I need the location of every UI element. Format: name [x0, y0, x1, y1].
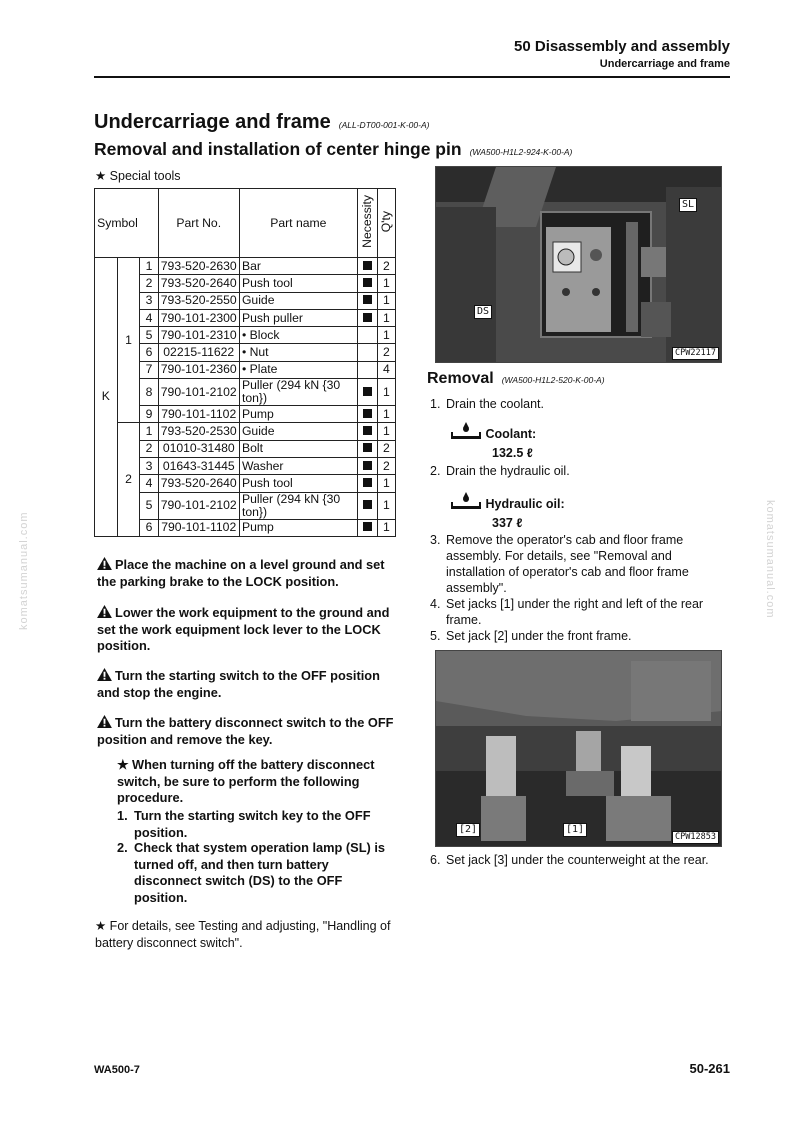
- part-number-cell: 01010-31480: [158, 440, 239, 457]
- necessity-label: Necessity: [359, 195, 374, 248]
- part-name-cell: Pump: [239, 406, 357, 423]
- callout-sl: SL: [679, 198, 697, 212]
- table-row: [95, 457, 396, 474]
- part-name-cell: • Nut: [239, 344, 357, 361]
- quantity-cell: 2: [377, 457, 395, 474]
- procedure-heading: [94, 139, 572, 160]
- part-number-cell: 793-520-2550: [158, 292, 239, 309]
- photo-jacks: [435, 650, 722, 847]
- drain-icon: [450, 492, 482, 512]
- step-number: 2.: [430, 464, 441, 478]
- photo-id: CPW22117: [672, 347, 719, 360]
- necessity-cell: [357, 440, 377, 457]
- part-name-cell: Push tool: [239, 275, 357, 292]
- callout-ds: DS: [474, 305, 492, 319]
- necessity-mark-icon: [363, 278, 372, 287]
- part-name-cell: Washer: [239, 457, 357, 474]
- special-tools-table: [94, 188, 396, 537]
- step-text: Drain the coolant.: [446, 397, 544, 411]
- quantity-cell: 1: [377, 309, 395, 326]
- table-row: [95, 440, 396, 457]
- warning-text: Turn the starting switch to the OFF position and stop the engine.: [97, 668, 380, 700]
- table-row: [95, 379, 396, 406]
- item-number-cell: 4: [140, 309, 158, 326]
- item-number-cell: 5: [140, 492, 158, 519]
- section-title: 50 Disassembly and assembly: [514, 38, 730, 55]
- footer-page-number: 50-261: [689, 1061, 730, 1076]
- warning-4: [97, 715, 397, 748]
- necessity-mark-icon: [363, 261, 372, 270]
- hydraulic-oil-capacity: [450, 492, 565, 530]
- item-number-cell: 6: [140, 519, 158, 536]
- battery-step-2: [117, 840, 397, 906]
- item-number-cell: 7: [140, 361, 158, 378]
- warning-icon: [97, 715, 112, 728]
- step-number: 5.: [430, 629, 441, 643]
- symbol-cell: K: [95, 258, 118, 537]
- removal-heading: [427, 370, 605, 388]
- photo-id: CPW12853: [672, 831, 719, 844]
- step-number: 1.: [430, 397, 441, 411]
- necessity-cell: [357, 275, 377, 292]
- part-number-cell: 793-520-2530: [158, 423, 239, 440]
- part-name-cell: Puller (294 kN {30 ton}): [239, 379, 357, 406]
- step-text: Check that system operation lamp (SL) is turned off, and then turn battery disconnect switch (DS) to the OFF position.: [134, 840, 386, 905]
- item-number-cell: 1: [140, 258, 158, 275]
- footer-model: WA500-7: [94, 1064, 140, 1076]
- item-number-cell: 2: [140, 275, 158, 292]
- part-number-cell: 01643-31445: [158, 457, 239, 474]
- col-header-necessity: [357, 189, 377, 258]
- necessity-cell: [357, 309, 377, 326]
- part-number-cell: 790-101-1102: [158, 406, 239, 423]
- necessity-mark-icon: [363, 313, 372, 322]
- section-subtitle: Undercarriage and frame: [599, 58, 730, 70]
- warning-icon: [97, 605, 112, 618]
- step-text: Drain the hydraulic oil.: [446, 464, 570, 478]
- item-number-cell: 9: [140, 406, 158, 423]
- part-number-cell: 02215-11622: [158, 344, 239, 361]
- col-header-spacer: [140, 189, 158, 258]
- warning-text: Turn the battery disconnect switch to the OFF position and remove the key.: [97, 715, 394, 747]
- part-name-cell: Puller (294 kN {30 ton}): [239, 492, 357, 519]
- quantity-cell: 1: [377, 327, 395, 344]
- page-heading: [94, 111, 429, 134]
- part-number-cell: 793-520-2630: [158, 258, 239, 275]
- procedure-heading-code: (WA500-H1L2-924-K-00-A): [469, 147, 573, 157]
- item-number-cell: 3: [140, 457, 158, 474]
- table-row: [95, 344, 396, 361]
- item-number-cell: 8: [140, 379, 158, 406]
- coolant-capacity: [450, 422, 536, 460]
- quantity-cell: 1: [377, 275, 395, 292]
- warning-icon: [97, 557, 112, 570]
- necessity-cell: [357, 519, 377, 536]
- hydraulic-value: 337 ℓ: [492, 516, 523, 530]
- part-number-cell: 790-101-2102: [158, 492, 239, 519]
- reference-note: ★ For details, see Testing and adjusting, "Handling of battery disconnect switch".: [95, 919, 391, 950]
- coolant-value: 132.5 ℓ: [492, 446, 533, 460]
- necessity-cell: [357, 361, 377, 378]
- necessity-mark-icon: [363, 426, 372, 435]
- quantity-cell: 1: [377, 475, 395, 492]
- warning-1: [97, 557, 397, 590]
- special-tools-label: ★ Special tools: [95, 169, 181, 183]
- removal-heading-code: (WA500-H1L2-520-K-00-A): [501, 375, 605, 385]
- item-number-cell: 1: [140, 423, 158, 440]
- warning-3: [97, 668, 397, 701]
- necessity-cell: [357, 406, 377, 423]
- table-row: [95, 475, 396, 492]
- hydraulic-label: Hydraulic oil:: [485, 497, 565, 511]
- quantity-cell: 2: [377, 344, 395, 361]
- col-header-part-name: Part name: [239, 189, 357, 258]
- removal-step-2: [430, 463, 730, 479]
- step-text: Turn the starting switch key to the OFF position.: [134, 808, 371, 840]
- photo-jacks-image: [436, 651, 722, 847]
- part-number-cell: 790-101-1102: [158, 519, 239, 536]
- quantity-cell: 1: [377, 292, 395, 309]
- part-number-cell: 790-101-2310: [158, 327, 239, 344]
- battery-step-1: [117, 808, 397, 841]
- procedure-heading-text: Removal and installation of center hinge pin: [94, 139, 462, 159]
- step-text: Remove the operator's cab and floor frame assembly. For details, see "Removal and installation of operator's cab and floor frame assembly".: [446, 533, 689, 595]
- col-header-part-no: Part No.: [158, 189, 239, 258]
- necessity-cell: [357, 457, 377, 474]
- table-row: [95, 519, 396, 536]
- photo-battery-switch: [435, 166, 722, 363]
- step-text: Set jack [2] under the front frame.: [446, 629, 632, 643]
- part-name-cell: Guide: [239, 292, 357, 309]
- necessity-mark-icon: [363, 295, 372, 304]
- table-row: [95, 258, 396, 275]
- table-row: [95, 423, 396, 440]
- item-number-cell: 5: [140, 327, 158, 344]
- part-number-cell: 790-101-2102: [158, 379, 239, 406]
- table-row: [95, 292, 396, 309]
- part-number-cell: 793-520-2640: [158, 275, 239, 292]
- page-heading-text: Undercarriage and frame: [94, 111, 331, 133]
- part-name-cell: Bar: [239, 258, 357, 275]
- col-header-symbol: Symbol: [95, 189, 140, 258]
- necessity-cell: [357, 423, 377, 440]
- step-text: Set jacks [1] under the right and left of the rear frame.: [446, 597, 704, 627]
- warning-text: Lower the work equipment to the ground and set the work equipment lock lever to the LOCK position.: [97, 605, 390, 653]
- coolant-label: Coolant:: [485, 427, 537, 441]
- necessity-cell: [357, 492, 377, 519]
- removal-step-5: [430, 628, 730, 644]
- quantity-cell: 1: [377, 492, 395, 519]
- warning-2: [97, 605, 397, 655]
- table-row: [95, 406, 396, 423]
- necessity-mark-icon: [363, 500, 372, 509]
- drain-icon: [450, 422, 482, 442]
- part-name-cell: • Block: [239, 327, 357, 344]
- necessity-mark-icon: [363, 409, 372, 418]
- table-row: [95, 327, 396, 344]
- page-heading-code: (ALL-DT00-001-K-00-A): [338, 120, 430, 130]
- necessity-cell: [357, 258, 377, 275]
- removal-heading-text: Removal: [427, 370, 494, 387]
- table-row: [95, 492, 396, 519]
- battery-note: ★ When turning off the battery disconnect switch, be sure to perform the following procedure.: [117, 757, 375, 805]
- step-number: 2.: [117, 840, 128, 855]
- part-number-cell: 793-520-2640: [158, 475, 239, 492]
- part-name-cell: • Plate: [239, 361, 357, 378]
- table-header-row: [95, 189, 396, 258]
- photo-battery-switch-image: [436, 167, 722, 363]
- necessity-mark-icon: [363, 387, 372, 396]
- removal-step-4: [430, 596, 730, 628]
- necessity-cell: [357, 379, 377, 406]
- removal-step-1: [430, 396, 730, 412]
- quantity-cell: 1: [377, 519, 395, 536]
- step-number: 4.: [430, 597, 441, 611]
- necessity-cell: [357, 344, 377, 361]
- necessity-cell: [357, 292, 377, 309]
- part-name-cell: Push puller: [239, 309, 357, 326]
- part-name-cell: Push tool: [239, 475, 357, 492]
- qty-label: Q'ty: [378, 210, 393, 233]
- necessity-cell: [357, 327, 377, 344]
- step-number: 6.: [430, 853, 441, 867]
- quantity-cell: 4: [377, 361, 395, 378]
- table-row: [95, 309, 396, 326]
- item-number-cell: 2: [140, 440, 158, 457]
- necessity-mark-icon: [363, 443, 372, 452]
- col-header-qty: [377, 189, 395, 258]
- necessity-cell: [357, 475, 377, 492]
- header-rule: [94, 76, 730, 78]
- part-name-cell: Guide: [239, 423, 357, 440]
- removal-step-3: [430, 532, 730, 596]
- necessity-mark-icon: [363, 461, 372, 470]
- group-cell: 1: [117, 258, 140, 423]
- necessity-mark-icon: [363, 478, 372, 487]
- callout-jack-2: [2]: [456, 823, 480, 837]
- warning-text: Place the machine on a level ground and set the parking brake to the LOCK position.: [97, 557, 385, 589]
- step-number: 1.: [117, 808, 128, 823]
- callout-jack-1: [1]: [563, 823, 587, 837]
- quantity-cell: 2: [377, 258, 395, 275]
- table-row: [95, 275, 396, 292]
- removal-step-6: [430, 852, 730, 868]
- watermark-right: komatsumanual.com: [764, 500, 776, 619]
- quantity-cell: 2: [377, 440, 395, 457]
- watermark-left: komatsumanual.com: [18, 511, 30, 630]
- quantity-cell: 1: [377, 423, 395, 440]
- item-number-cell: 4: [140, 475, 158, 492]
- step-text: Set jack [3] under the counterweight at the rear.: [446, 853, 709, 867]
- item-number-cell: 3: [140, 292, 158, 309]
- part-number-cell: 790-101-2300: [158, 309, 239, 326]
- part-number-cell: 790-101-2360: [158, 361, 239, 378]
- necessity-mark-icon: [363, 522, 372, 531]
- item-number-cell: 6: [140, 344, 158, 361]
- table-row: [95, 361, 396, 378]
- part-name-cell: Pump: [239, 519, 357, 536]
- warning-icon: [97, 668, 112, 681]
- group-cell: 2: [117, 423, 140, 536]
- step-number: 3.: [430, 533, 441, 547]
- part-name-cell: Bolt: [239, 440, 357, 457]
- quantity-cell: 1: [377, 379, 395, 406]
- quantity-cell: 1: [377, 406, 395, 423]
